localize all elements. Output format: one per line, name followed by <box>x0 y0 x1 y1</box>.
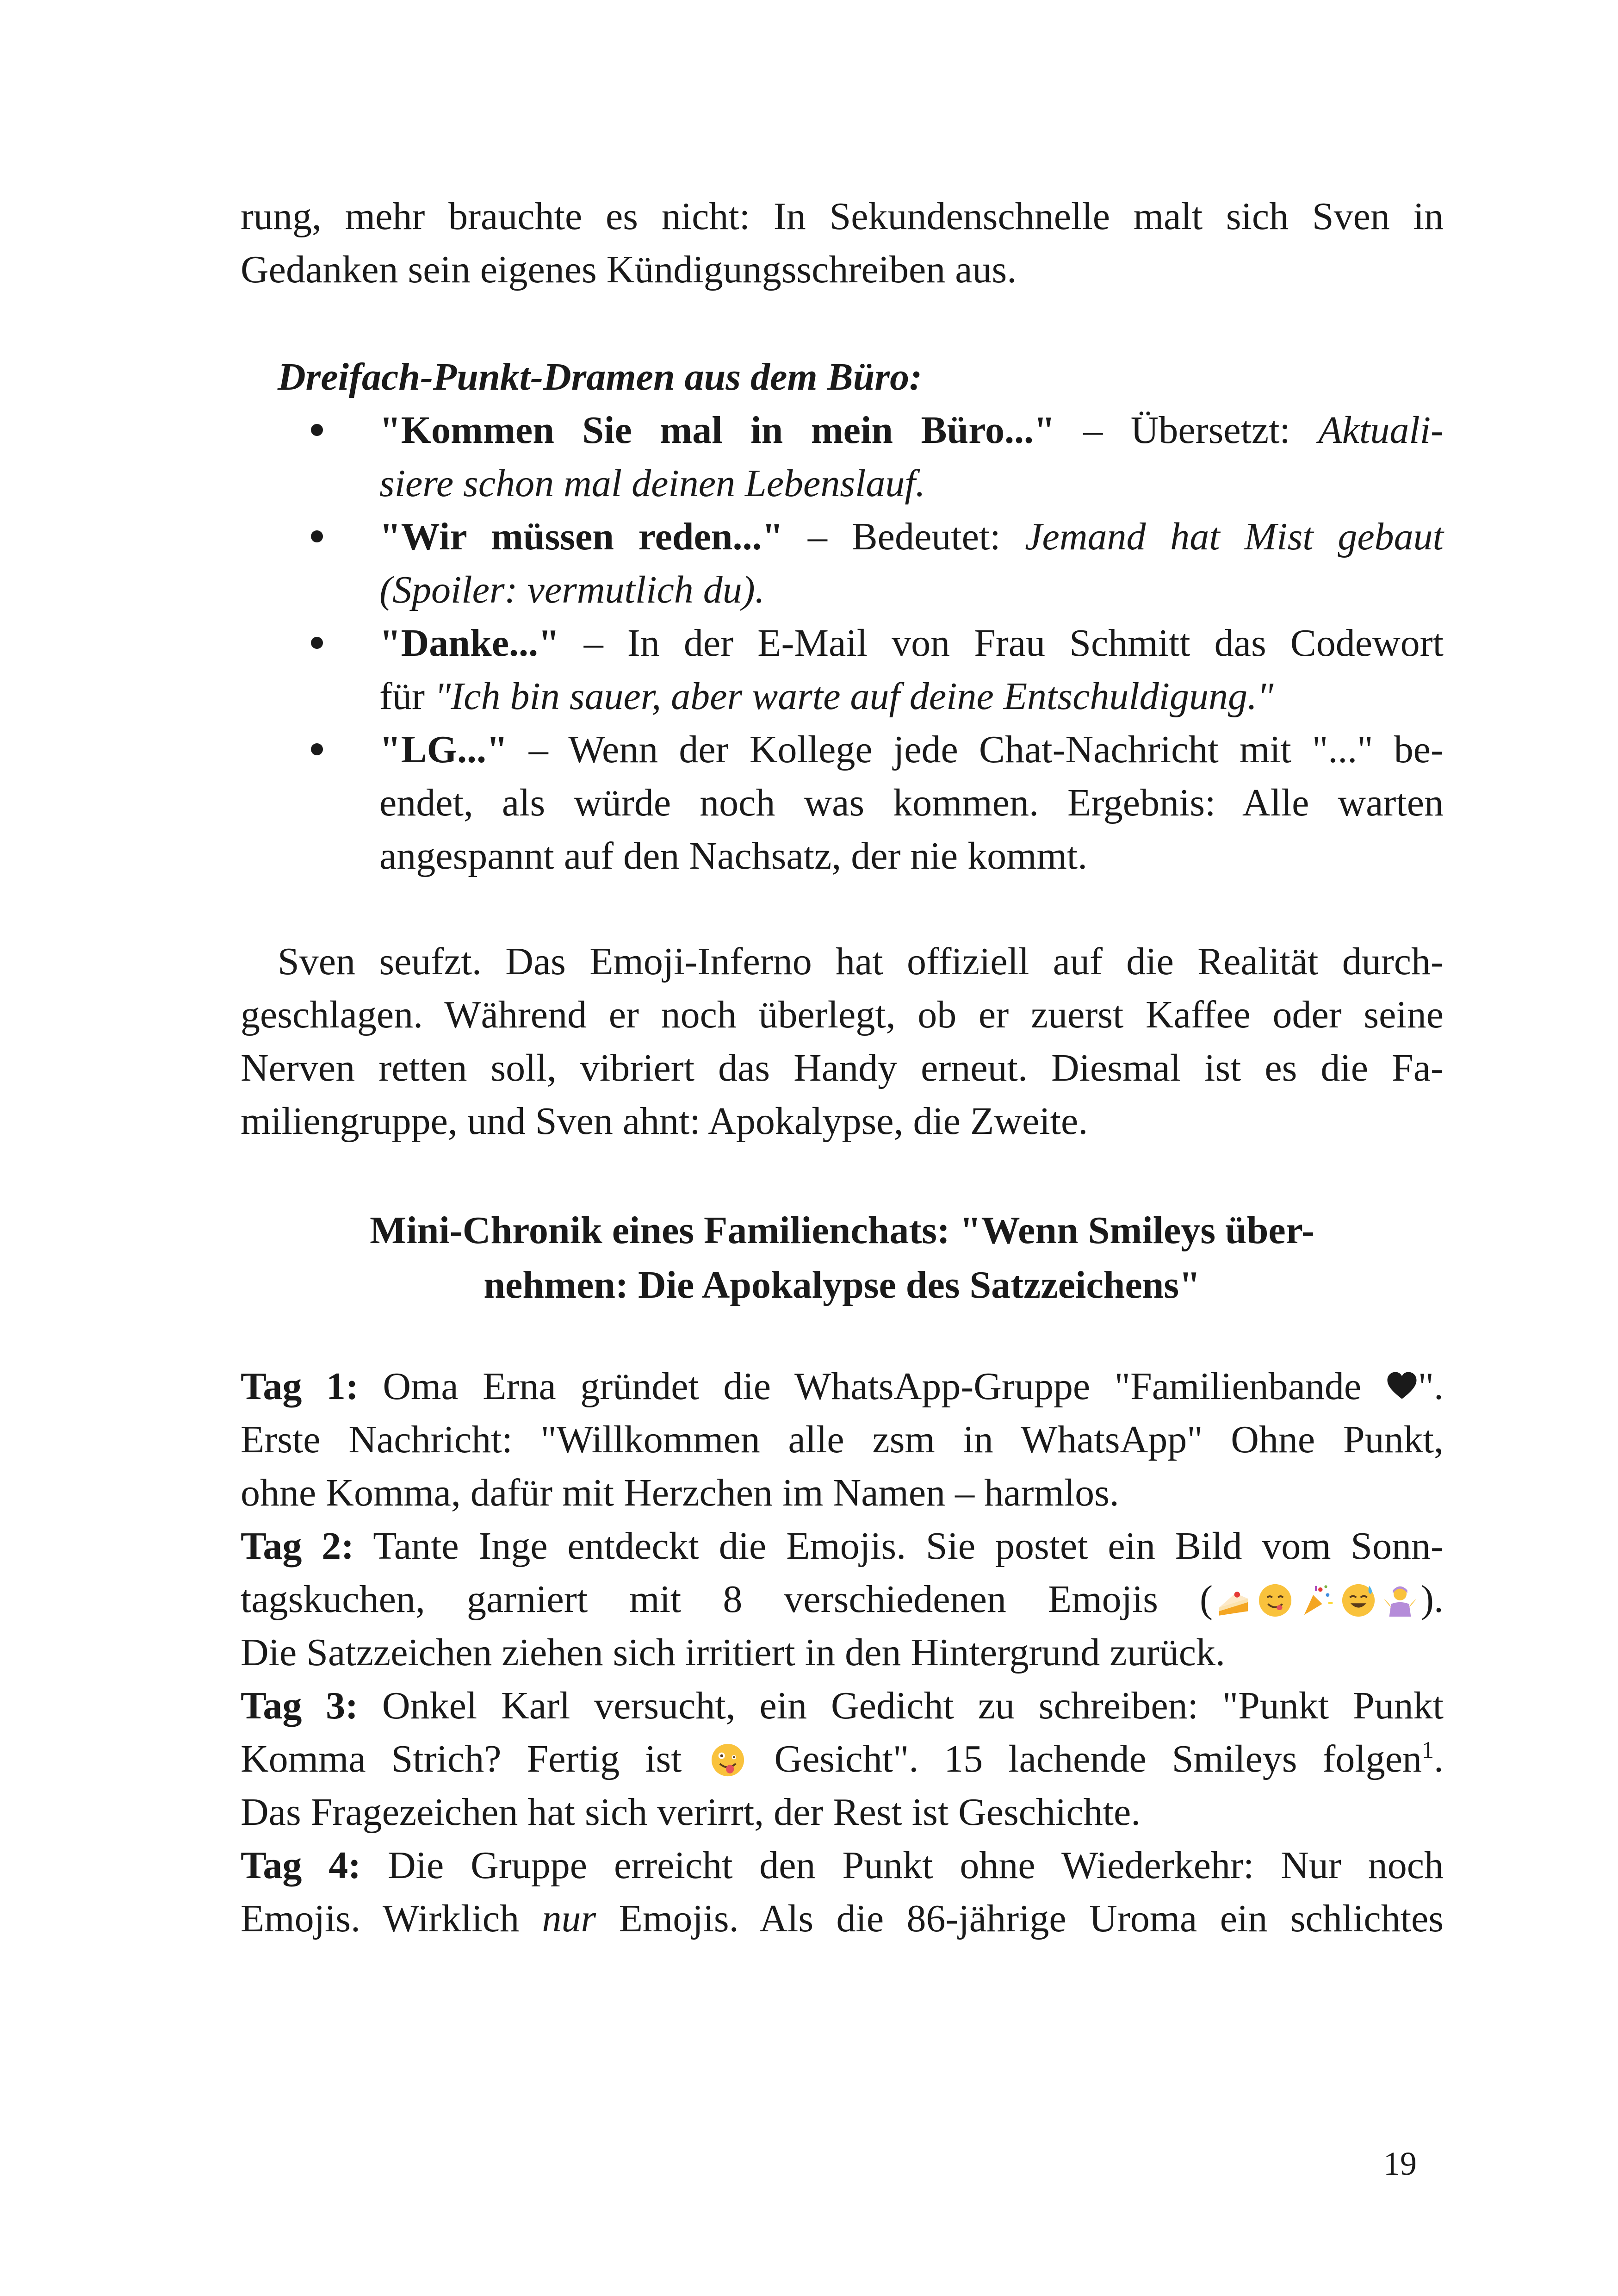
day-1-line: Tag 1: Oma Erna gründet die WhatsApp-Gruppe "Familienbande ". <box>241 1365 1444 1408</box>
shrug-person-emoji <box>1382 1582 1418 1618</box>
day-3-line: Tag 3: Onkel Karl versucht, ein Gedicht zu schreiben: "Punkt Punkt <box>241 1684 1444 1727</box>
intro-line: rung, mehr brauchte es nicht: In Sekundenschnelle malt sich Sven in <box>241 195 1444 238</box>
zany-face-emoji <box>710 1742 746 1778</box>
bullet-icon <box>311 637 323 649</box>
office-list <box>379 404 1444 883</box>
yum-face-emoji <box>1257 1582 1293 1618</box>
quote: "Kommen Sie mal in mein Büro..." <box>379 409 1055 452</box>
quote: "LG..." <box>379 728 508 771</box>
intro-paragraph <box>241 190 1444 296</box>
footnote-marker[interactable]: 1 <box>1422 1737 1434 1763</box>
party-popper-emoji <box>1299 1582 1335 1618</box>
bullet-icon <box>311 743 323 755</box>
list-item: "Danke..." – In der E-Mail von Frau Schmitt das Codewort für "Ich bin sauer, aber warte auf deine Entschuldigung." <box>379 616 1444 723</box>
office-heading: Dreifach-Punkt-Dramen aus dem Büro: <box>278 355 923 398</box>
day-label: Tag 4: <box>241 1844 361 1887</box>
cake-emoji <box>1215 1582 1252 1618</box>
body-paragraph: Sven seufzt. Das Emoji-Inferno hat offiziell auf die Realität durch- geschlagen. Während er noch überlegt, ob er zuerst Kaffee oder seine Nerven retten soll, vibriert das Handy erneut. Diesmal ist es die Fa- miliengruppe, und Sven ahnt: Apokalypse, die Zweite. <box>241 940 1444 1143</box>
bullet-icon <box>311 424 323 436</box>
list-item: "LG..." – Wenn der Kollege jede Chat-Nachricht mit "..." be- endet, als würde noch was kommen. Ergebnis: Alle warten angespannt auf den Nachsatz, der nie kommt. <box>379 723 1444 883</box>
intro-line: Gedanken sein eigenes Kündigungsschreiben aus. <box>241 248 1017 291</box>
sweat-smile-emoji <box>1340 1582 1376 1618</box>
quote: "Wir müssen reden..." <box>379 515 784 558</box>
quote: "Danke..." <box>379 622 560 665</box>
list-item: "Kommen Sie mal in mein Büro..." – Übersetzt: Aktuali- siere schon mal deinen Lebenslauf. <box>379 404 1444 510</box>
day-label: Tag 3: <box>241 1684 359 1727</box>
day-label: Tag 1: <box>241 1365 359 1408</box>
list-item: "Wir müssen reden..." – Bedeutet: Jemand hat Mist gebaut (Spoiler: vermutlich du). <box>379 510 1444 616</box>
day-4-line: Tag 4: Die Gruppe erreicht den Punkt ohne Wiederkehr: Nur noch <box>241 1844 1444 1887</box>
day-2-line: Tag 2: Tante Inge entdeckt die Emojis. Sie postet ein Bild vom Sonn- <box>241 1524 1444 1568</box>
day-label: Tag 2: <box>241 1524 354 1568</box>
bullet-icon <box>311 530 323 542</box>
chronicle: Tag 1: Oma Erna gründet die WhatsApp-Gruppe "Familienbande ". Erste Nachricht: "Willkommen alle zsm in WhatsApp" Ohne Punkt, ohne Komma, dafür mit Herzchen im Namen – harmlos. Tag 2: Tante Inge entdeckt die Emojis. Sie postet ein Bild vom Sonn- tagskuchen, garniert mit 8 verschiedenen Emojis ( ). Die Satzzeichen ziehen sich irritiert in den Hintergrund zurück. Tag 3: Onkel Karl versucht, ein Gedicht zu schreiben: "Punkt Punkt Komma Strich? Fertig ist Gesicht". 15 lachende Smileys folgen$^1$. Das Fragezeichen hat sich verirrt, der Rest ist Geschichte. Tag 4: Die Gruppe erreicht den Punkt ohne Wiederkehr: Nur noch Emojis. Wirklich nur Emojis. Als die 86-jährige Uroma ein schlichtes <box>241 1360 1444 1945</box>
black-heart-icon <box>1386 1370 1418 1403</box>
page-number: 19 <box>1383 2145 1417 2182</box>
section-heading: Mini-Chronik eines Familienchats: "Wenn Smileys über- nehmen: Die Apokalypse des Satzzeichens" <box>370 1209 1314 1307</box>
